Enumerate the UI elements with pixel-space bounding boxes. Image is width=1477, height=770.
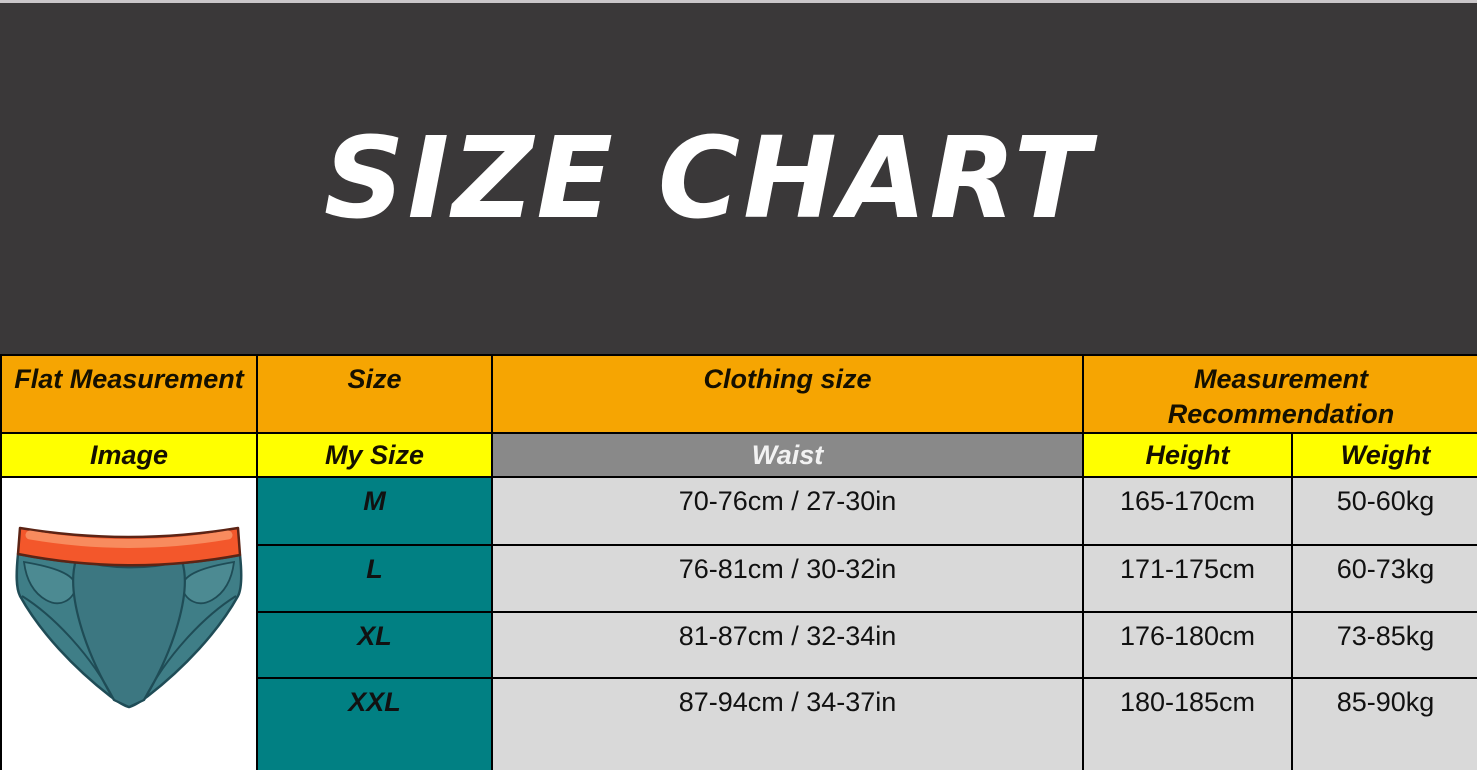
weight-value-cell: 50-60kg [1292, 477, 1477, 545]
weight-value-cell: 85-90kg [1292, 678, 1477, 770]
size-table [0, 354, 1477, 770]
size-cell: XXL [257, 678, 492, 770]
briefs-illustration-icon [14, 500, 244, 725]
waist-value-cell: 70-76cm / 27-30in [492, 477, 1083, 545]
table-row-m [1, 477, 1477, 545]
height-value-cell: 176-180cm [1083, 612, 1292, 678]
height-value-cell: 165-170cm [1083, 477, 1292, 545]
subheader-weight: Weight [1292, 433, 1477, 477]
weight-value-cell: 73-85kg [1292, 612, 1477, 678]
waist-value-cell: 81-87cm / 32-34in [492, 612, 1083, 678]
header-row-2 [1, 433, 1477, 477]
header-measurement-recommendation: Measurement Recommendation [1083, 355, 1477, 433]
height-value-cell: 180-185cm [1083, 678, 1292, 770]
waist-value-cell: 76-81cm / 30-32in [492, 545, 1083, 612]
weight-value-cell: 60-73kg [1292, 545, 1477, 612]
page-title: SIZE CHART [323, 113, 1094, 244]
subheader-height: Height [1083, 433, 1292, 477]
product-image-cell [1, 477, 257, 770]
header-clothing-size: Clothing size [492, 355, 1083, 433]
header-size: Size [257, 355, 492, 433]
waist-value-cell: 87-94cm / 34-37in [492, 678, 1083, 770]
header-flat-measurement: Flat Measurement [1, 355, 257, 433]
header-row-1 [1, 355, 1477, 433]
size-cell: M [257, 477, 492, 545]
banner [0, 0, 1477, 354]
subheader-waist: Waist [492, 433, 1083, 477]
subheader-my-size: My Size [257, 433, 492, 477]
subheader-image: Image [1, 433, 257, 477]
size-cell: L [257, 545, 492, 612]
size-cell: XL [257, 612, 492, 678]
height-value-cell: 171-175cm [1083, 545, 1292, 612]
